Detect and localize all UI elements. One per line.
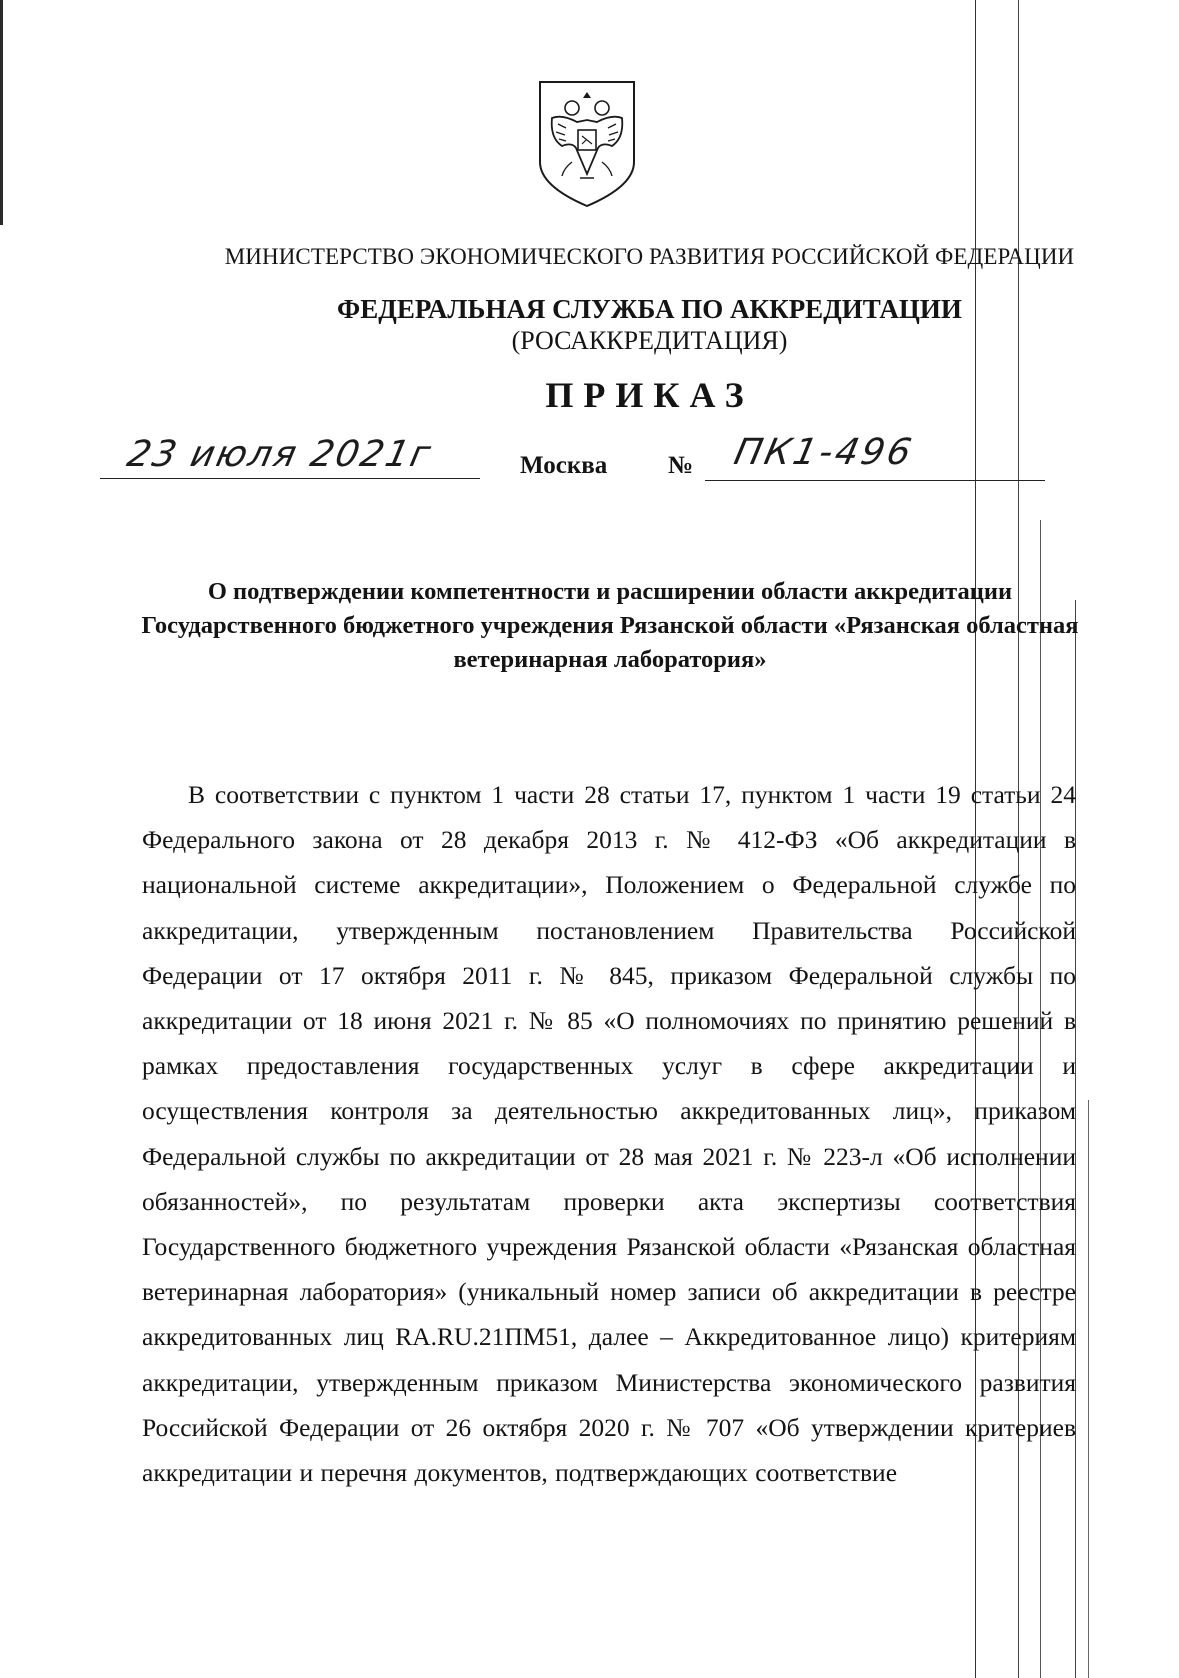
order-date-handwritten: 23 июля 2021г — [123, 434, 436, 475]
order-city: Москва — [520, 452, 608, 479]
service-name: ФЕДЕРАЛЬНАЯ СЛУЖБА ПО АККРЕДИТАЦИИ — [337, 294, 962, 324]
order-number-sign: № — [668, 452, 694, 479]
number-underline — [705, 480, 1045, 481]
date-underline — [100, 478, 480, 479]
service-short-name: (РОСАККРЕДИТАЦИЯ) — [511, 326, 788, 355]
order-body-text: В соответствии с пунктом 1 части 28 статьи 17, пунктом 1 части 19 статьи 24 Федерального закона от 28 декабря 2013 г. № 412-ФЗ «Об аккредитации в национальной системе аккредитации», Положением о Федеральной службе по аккредитации, утвержденным постановлением Правительства Российской Федерации от 17 октября 2011 г. № 845, приказом Федеральной службы по аккредитации от 18 июня 2021 г. № 85 «О полномочиях по принятию решений в рамках предоставления государственных услуг в сфере аккредитации и осуществления контроля за деятельностью аккредитованных лиц», приказом Федеральной службы по аккредитации от 28 мая 2021 г. № 223-л «Об исполнении обязанностей», по результатам проверки акта экспертизы соответствия Государственного бюджетного учреждения Рязанской области «Рязанская областная ветеринарная лаборатория» (уникальный номер записи об аккредитации в реестре аккредитованных лиц RA.RU.21ПМ51, далее – Аккредитованное лицо) критериям аккредитации, утвержденным приказом Министерства экономического развития Российской Федерации от 26 октября 2020 г. № 707 «Об утверждении критериев аккредитации и перечня документов, подтверждающих соответствие — [142, 780, 1076, 1488]
scan-artifact-vertical-line — [1088, 1100, 1089, 1678]
coat-of-arms-emblem — [532, 78, 642, 210]
ministry-name: МИНИСТЕРСТВО ЭКОНОМИЧЕСКОГО РАЗВИТИЯ РОССИЙСКОЙ ФЕДЕРАЦИИ — [224, 244, 1075, 269]
order-subject: О подтверждении компетентности и расширении области аккредитации Государственного бюджетного учреждения Рязанской области «Рязанская областная ветеринарная лаборатория» — [141, 578, 1079, 673]
order-number-handwritten: ПК1-496 — [730, 432, 918, 473]
order-title: ПРИКАЗ — [545, 375, 754, 415]
scan-artifact-left-edge — [0, 0, 3, 225]
